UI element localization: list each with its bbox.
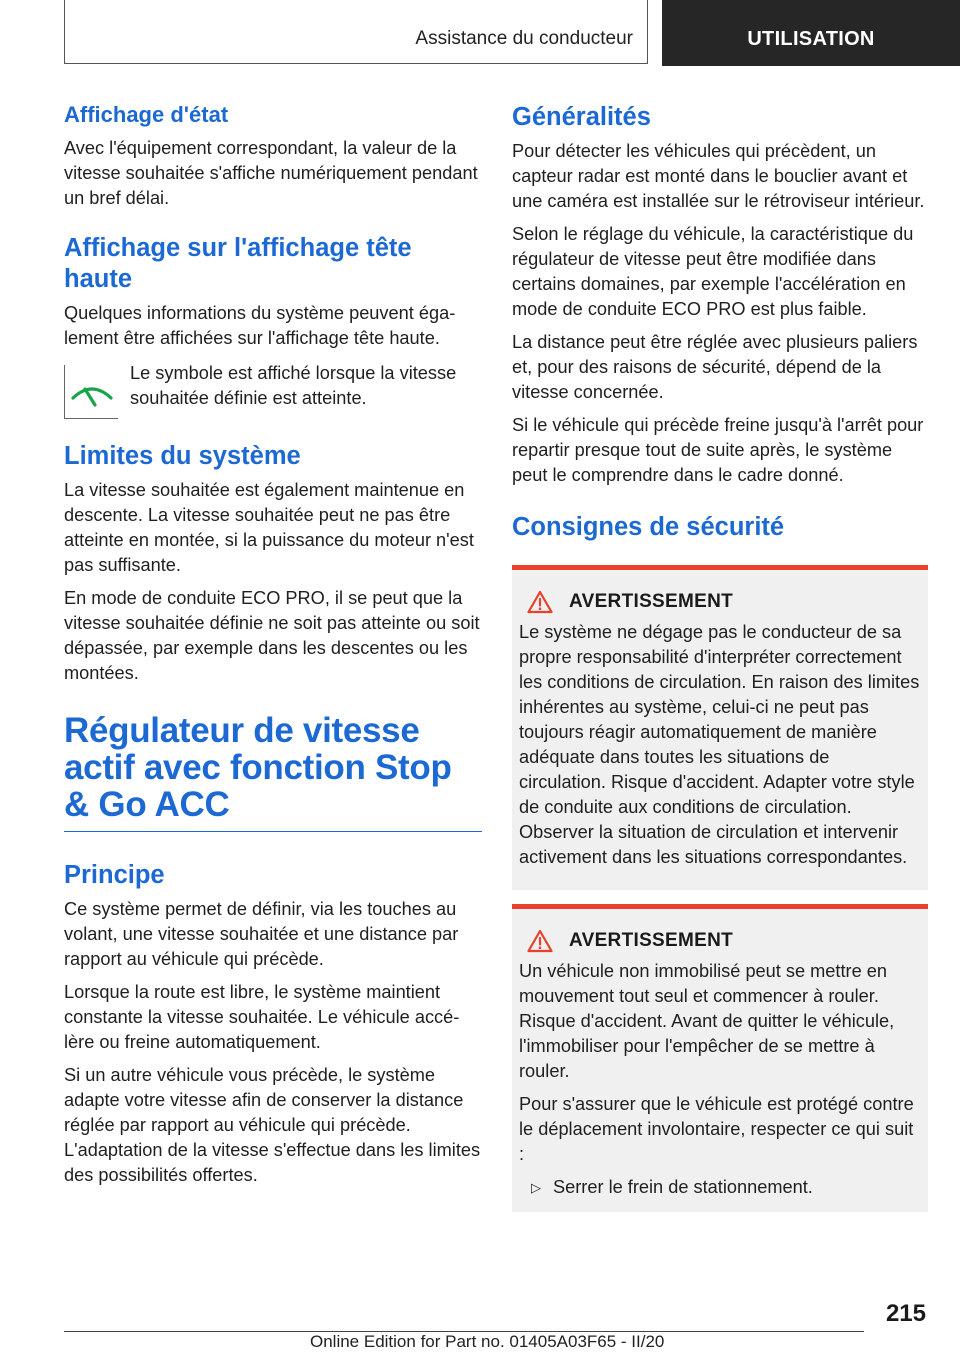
left-column <box>64 100 482 1196</box>
warning-text: Un véhicule non immobilisé peut se mettre en mouvement tout seul et commencer à rouler. Risque d'accident. Avant de quitter le véhicule, l'immobiliser pour l'empêcher de se mettre à rouler. <box>519 961 895 1081</box>
page-number: 215 <box>885 1300 926 1327</box>
paragraph: Ce système permet de définir, via les touches au volant, une vitesse souhaitée et une distance par rapport au véhicule qui précède. <box>64 899 459 969</box>
paragraph: Lorsque la route est libre, le système maintient constante la vitesse souhaitée. Le véhicule accélère ou freine automatiquement. <box>64 982 460 1052</box>
warning-box <box>512 904 928 1212</box>
warning-text: Pour s'assurer que le véhicule est protégé contre le déplacement involontaire, respecter ce qui suit : <box>519 1094 914 1164</box>
list-item <box>519 1175 921 1200</box>
page-header <box>0 0 960 66</box>
paragraph: Si un autre véhicule vous précède, le système adapte votre vitesse afin de conserver la distance réglée par rapport au véhicule qui précède. L'adaptation de la vitesse s'effectue dans les limites des possibilités offertes. <box>64 1065 481 1185</box>
heading-limites: Limites du système <box>64 442 301 470</box>
heading-affichage-tete-haute: Affichage sur l'affichage tête haute <box>64 234 412 293</box>
bullet-triangle-icon: ▷ <box>531 1180 541 1195</box>
symbol-description: Le symbole est affiché lorsque la vitesse souhaitée définie est atteinte. <box>130 363 457 408</box>
paragraph: Quelques informations du système peuvent également être affichées sur l'affichage tête haute. <box>64 303 456 348</box>
heading-consignes: Consignes de sécurité <box>512 513 785 541</box>
heading-affichage-etat: Affichage d'état <box>64 102 229 127</box>
warning-triangle-icon <box>527 929 553 953</box>
main-title: Régulateur de vitesse actif avec fonction Stop & Go ACC <box>64 712 482 832</box>
paragraph: La vitesse souhaitée est également maintenue en descente. La vitesse souhaitée peut ne pas être atteinte en montée, si la puissance du moteur n'est pas suffisante. <box>64 480 474 575</box>
symbol-row <box>64 361 482 419</box>
warning-title: AVERTISSEMENT <box>569 591 734 612</box>
warning-triangle-icon <box>527 590 553 614</box>
warning-header <box>519 590 921 614</box>
footer-edition: Online Edition for Part no. 01405A03F65 - II/20 <box>310 1332 665 1351</box>
warning-title: AVERTISSEMENT <box>569 930 734 951</box>
header-section-title: Assistance du conducteur <box>415 28 633 49</box>
heading-principe: Principe <box>64 861 165 889</box>
paragraph: Pour détecter les véhicules qui précèdent, un capteur radar est monté dans le bouclier avant et une caméra est installée sur le rétroviseur intérieur. <box>512 141 925 211</box>
paragraph: La distance peut être réglée avec plusieurs paliers et, pour des raisons de sécurité, dépend de la vitesse concernée. <box>512 332 918 402</box>
warning-text: Le système ne dégage pas le conducteur de sa propre responsabilité d'interpréter correctement les conditions de circulation. En raison des limites inhérentes au système, celui-ci ne peut pas toujours réagir automatiquement de manière adéquate dans toutes les situations de circulation. Risque d'accident. Adapter votre style de conduite aux conditions de circulation. Observer la situation de circulation et intervenir activement dans les situations correspondantes. <box>519 622 920 867</box>
warning-header <box>519 929 921 953</box>
paragraph: Si le véhicule qui précède freine jusqu'à l'arrêt pour repartir presque tout de suite après, le système peut le comprendre dans le cadre donné. <box>512 415 924 485</box>
speed-reached-symbol-icon <box>64 365 118 419</box>
paragraph: Selon le réglage du véhicule, la caractéristique du régulateur de vitesse peut être modifiée dans certains domaines, par exemple l'accélération en mode de conduite ECO PRO est plus faible. <box>512 224 914 319</box>
right-column <box>512 100 928 1212</box>
paragraph: Avec l'équipement correspondant, la valeur de la vitesse souhaitée s'affiche numériquement pendant un bref délai. <box>64 138 478 208</box>
header-section-box <box>64 0 648 64</box>
heading-generalites: Généralités <box>512 103 651 131</box>
header-chapter-tab: UTILISATION <box>662 0 960 66</box>
paragraph: En mode de conduite ECO PRO, il se peut que la vitesse souhaitée définie ne soit pas atteinte ou soit dépassée, par exemple dans les descentes ou les montées. <box>64 588 480 683</box>
list-item-text: Serrer le frein de stationnement. <box>553 1177 813 1197</box>
warning-box <box>512 565 928 890</box>
